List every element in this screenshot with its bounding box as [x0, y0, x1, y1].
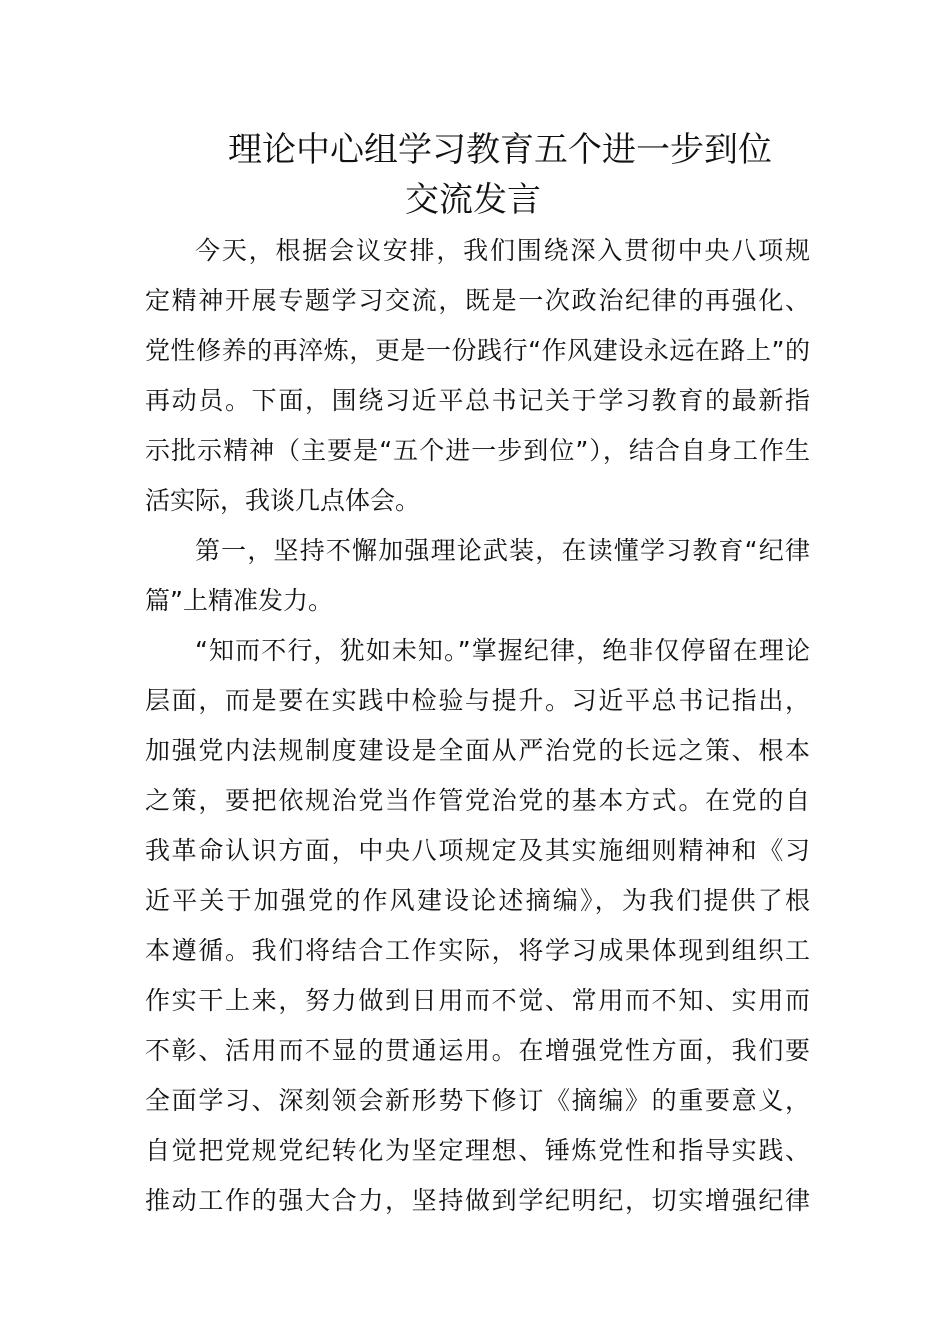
paragraph-3-line-1: “知而不行，犹如未知。”掌握纪律，绝非仅停留在理论 [195, 636, 810, 665]
paragraph-1-line-6: 活实际，我谈几点体会。 [145, 486, 421, 515]
paragraph-3-line-5: 我革命认识方面，中央八项规定及其实施细则精神和《习 [145, 836, 810, 865]
paragraph-3-line-12: 推动工作的强大合力，坚持做到学纪明纪，切实增强纪律 [145, 1186, 810, 1215]
paragraph-1-line-1: 今天，根据会议安排，我们围绕深入贯彻中央八项规 [195, 236, 810, 265]
paragraph-1-line-3: 党性修养的再淬炼，更是一份践行“作风建设永远在路上”的 [145, 336, 810, 365]
paragraph-3-line-9: 不彰、活用而不显的贯通运用。在增强党性方面，我们要 [145, 1036, 810, 1065]
paragraph-3-line-11: 自觉把党规党纪转化为坚定理想、锤炼党性和指导实践、 [145, 1136, 810, 1165]
paragraph-3-line-8: 作实干上来，努力做到日用而不觉、常用而不知、实用而 [145, 986, 810, 1015]
document-title-line-2: 交流发言 [405, 180, 541, 220]
paragraph-3-line-4: 之策，要把依规治党当作管党治党的基本方式。在党的自 [145, 786, 810, 815]
paragraph-1-line-4: 再动员。下面，围绕习近平总书记关于学习教育的最新指 [145, 386, 810, 415]
paragraph-3-line-2: 层面，而是要在实践中检验与提升。习近平总书记指出， [145, 686, 810, 715]
paragraph-1-line-2: 定精神开展专题学习交流，既是一次政治纪律的再强化、 [145, 286, 810, 315]
document-title-line-1: 理论中心组学习教育五个进一步到位 [228, 130, 772, 170]
paragraph-3-line-3: 加强党内法规制度建设是全面从严治党的长远之策、根本 [145, 736, 810, 765]
paragraph-1-line-5: 示批示精神（主要是“五个进一步到位”），结合自身工作生 [145, 436, 810, 465]
paragraph-3-line-7: 本遵循。我们将结合工作实际，将学习成果体现到组织工 [145, 936, 810, 965]
paragraph-3-line-6: 近平关于加强党的作风建设论述摘编》，为我们提供了根 [145, 886, 810, 915]
paragraph-2-line-1: 第一，坚持不懈加强理论武装，在读懂学习教育“纪律 [195, 536, 810, 565]
paragraph-2-line-2: 篇”上精准发力。 [145, 586, 333, 615]
paragraph-3-line-10: 全面学习、深刻领会新形势下修订《摘编》的重要意义， [145, 1086, 810, 1115]
